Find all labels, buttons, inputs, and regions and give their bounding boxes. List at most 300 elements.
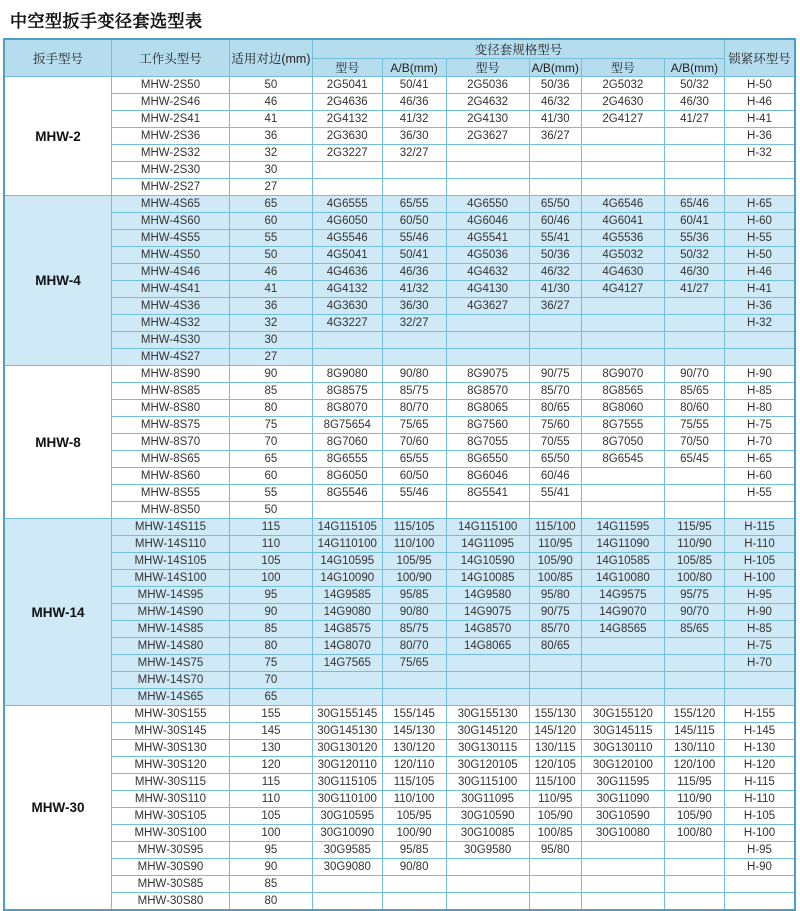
sleeve-ab-cell: 36/30 [382, 298, 446, 315]
table-header [4, 39, 795, 77]
lock-ring-cell: H-100 [725, 825, 795, 842]
table-row [4, 570, 795, 587]
flats-cell: 30 [229, 332, 312, 349]
sleeve-model-cell [581, 179, 664, 196]
sleeve-ab-cell: 80/60 [664, 400, 724, 417]
sleeve-ab-cell: 46/30 [664, 94, 724, 111]
lock-ring-cell: H-95 [725, 587, 795, 604]
sleeve-model-cell: 2G5036 [446, 77, 529, 94]
sleeve-model-cell: 14G11595 [581, 519, 664, 536]
head-model-cell: MHW-2S50 [112, 77, 230, 94]
sleeve-model-cell: 2G4132 [312, 111, 382, 128]
head-model-cell: MHW-14S95 [112, 587, 230, 604]
head-model-cell: MHW-14S90 [112, 604, 230, 621]
table-row [4, 774, 795, 791]
sleeve-ab-cell: 130/110 [664, 740, 724, 757]
sleeve-model-cell [581, 638, 664, 655]
head-model-cell: MHW-8S80 [112, 400, 230, 417]
sleeve-model-cell: 14G8570 [446, 621, 529, 638]
head-model-cell: MHW-30S145 [112, 723, 230, 740]
sleeve-model-cell: 4G4630 [581, 264, 664, 281]
sleeve-model-cell [312, 689, 382, 706]
group-cell: MHW-30 [4, 706, 112, 911]
sleeve-model-cell: 4G3227 [312, 315, 382, 332]
sleeve-ab-cell: 90/70 [664, 604, 724, 621]
lock-ring-cell [725, 349, 795, 366]
flats-cell: 85 [229, 876, 312, 893]
table-row [4, 859, 795, 876]
sleeve-ab-cell: 105/90 [529, 808, 581, 825]
sleeve-model-cell [581, 502, 664, 519]
sleeve-ab-cell: 32/27 [382, 145, 446, 162]
sleeve-model-cell: 2G4632 [446, 94, 529, 111]
lock-ring-cell: H-100 [725, 570, 795, 587]
sleeve-ab-cell [382, 502, 446, 519]
sleeve-model-cell: 8G8060 [581, 400, 664, 417]
table-row [4, 842, 795, 859]
sleeve-model-cell [446, 349, 529, 366]
table-row [4, 587, 795, 604]
sleeve-model-cell: 2G3227 [312, 145, 382, 162]
sleeve-ab-cell [382, 672, 446, 689]
sleeve-model-cell [312, 349, 382, 366]
lock-ring-cell: H-80 [725, 400, 795, 417]
sleeve-model-cell [581, 128, 664, 145]
sleeve-model-cell: 30G11090 [581, 791, 664, 808]
flats-cell: 85 [229, 621, 312, 638]
sleeve-ab-cell: 120/100 [664, 757, 724, 774]
sleeve-model-cell [446, 859, 529, 876]
sleeve-ab-cell [664, 162, 724, 179]
flats-cell: 65 [229, 689, 312, 706]
head-model-cell: MHW-14S80 [112, 638, 230, 655]
head-model-cell: MHW-4S60 [112, 213, 230, 230]
sleeve-model-cell: 30G9080 [312, 859, 382, 876]
table-row [4, 349, 795, 366]
head-model-cell: MHW-14S65 [112, 689, 230, 706]
sleeve-ab-cell: 75/55 [664, 417, 724, 434]
table-row [4, 128, 795, 145]
sleeve-ab-cell: 110/100 [382, 536, 446, 553]
sleeve-model-cell [581, 842, 664, 859]
flats-cell: 60 [229, 468, 312, 485]
col-header-lock-ring: 锁紧环型号 [725, 39, 795, 77]
sleeve-ab-cell [529, 332, 581, 349]
head-model-cell: MHW-8S75 [112, 417, 230, 434]
lock-ring-cell: H-75 [725, 638, 795, 655]
sleeve-ab-cell: 100/90 [382, 570, 446, 587]
sleeve-ab-cell: 105/95 [382, 808, 446, 825]
sleeve-ab-cell: 50/32 [664, 247, 724, 264]
head-model-cell: MHW-30S155 [112, 706, 230, 723]
sleeve-model-cell: 4G6555 [312, 196, 382, 213]
col-header-head-model: 工作头型号 [112, 39, 230, 77]
sleeve-model-cell [581, 332, 664, 349]
sleeve-ab-cell: 110/90 [664, 536, 724, 553]
lock-ring-cell: H-55 [725, 230, 795, 247]
sleeve-model-cell [581, 876, 664, 893]
sleeve-model-cell: 14G9580 [446, 587, 529, 604]
table-row [4, 417, 795, 434]
sleeve-ab-cell [382, 893, 446, 911]
table-row [4, 485, 795, 502]
sleeve-model-cell: 8G8565 [581, 383, 664, 400]
sleeve-ab-cell: 90/80 [382, 366, 446, 383]
lock-ring-cell: H-115 [725, 519, 795, 536]
lock-ring-cell [725, 876, 795, 893]
flats-cell: 70 [229, 434, 312, 451]
sleeve-ab-cell: 145/120 [529, 723, 581, 740]
head-model-cell: MHW-30S80 [112, 893, 230, 911]
head-model-cell: MHW-30S115 [112, 774, 230, 791]
table-row [4, 706, 795, 723]
sleeve-ab-cell: 41/27 [664, 281, 724, 298]
head-model-cell: MHW-14S100 [112, 570, 230, 587]
sleeve-model-cell: 14G10085 [446, 570, 529, 587]
head-model-cell: MHW-4S30 [112, 332, 230, 349]
flats-cell: 130 [229, 740, 312, 757]
sleeve-model-cell: 8G9075 [446, 366, 529, 383]
sleeve-model-cell: 8G7060 [312, 434, 382, 451]
col-header-sleeve-model-1: 型号 [312, 59, 382, 77]
sleeve-model-cell: 4G6550 [446, 196, 529, 213]
head-model-cell: MHW-30S90 [112, 859, 230, 876]
head-model-cell: MHW-30S130 [112, 740, 230, 757]
table-row [4, 179, 795, 196]
sleeve-ab-cell: 65/46 [664, 196, 724, 213]
group-cell: MHW-14 [4, 519, 112, 706]
sleeve-model-cell: 8G6550 [446, 451, 529, 468]
table-row [4, 434, 795, 451]
flats-cell: 75 [229, 417, 312, 434]
lock-ring-cell: H-50 [725, 77, 795, 94]
sleeve-ab-cell [664, 655, 724, 672]
sleeve-model-cell: 4G4127 [581, 281, 664, 298]
head-model-cell: MHW-2S32 [112, 145, 230, 162]
lock-ring-cell [725, 672, 795, 689]
sleeve-ab-cell: 105/85 [664, 553, 724, 570]
sleeve-ab-cell: 80/70 [382, 400, 446, 417]
sleeve-ab-cell [664, 349, 724, 366]
sleeve-model-cell [446, 145, 529, 162]
sleeve-ab-cell: 100/90 [382, 825, 446, 842]
flats-cell: 80 [229, 638, 312, 655]
sleeve-model-cell: 4G3627 [446, 298, 529, 315]
sleeve-ab-cell [382, 179, 446, 196]
sleeve-model-cell: 30G120100 [581, 757, 664, 774]
head-model-cell: MHW-14S70 [112, 672, 230, 689]
lock-ring-cell [725, 162, 795, 179]
sleeve-model-cell: 30G155120 [581, 706, 664, 723]
sleeve-ab-cell: 115/100 [529, 519, 581, 536]
sleeve-ab-cell [529, 672, 581, 689]
flats-cell: 46 [229, 94, 312, 111]
sleeve-model-cell: 4G4132 [312, 281, 382, 298]
lock-ring-cell: H-75 [725, 417, 795, 434]
sleeve-ab-cell: 50/32 [664, 77, 724, 94]
lock-ring-cell [725, 332, 795, 349]
sleeve-model-cell: 8G75654 [312, 417, 382, 434]
flats-cell: 95 [229, 587, 312, 604]
head-model-cell: MHW-8S85 [112, 383, 230, 400]
lock-ring-cell: H-32 [725, 145, 795, 162]
sleeve-ab-cell: 46/32 [529, 94, 581, 111]
sleeve-ab-cell [664, 332, 724, 349]
sleeve-ab-cell: 65/55 [382, 451, 446, 468]
sleeve-model-cell: 30G145115 [581, 723, 664, 740]
lock-ring-cell [725, 689, 795, 706]
lock-ring-cell: H-50 [725, 247, 795, 264]
sleeve-ab-cell: 85/65 [664, 621, 724, 638]
sleeve-model-cell: 2G4127 [581, 111, 664, 128]
sleeve-model-cell [312, 893, 382, 911]
sleeve-ab-cell: 75/65 [382, 417, 446, 434]
page-title: 中空型扳手变径套选型表 [10, 12, 203, 31]
sleeve-ab-cell: 95/75 [664, 587, 724, 604]
head-model-cell: MHW-4S46 [112, 264, 230, 281]
table-row [4, 94, 795, 111]
sleeve-model-cell: 8G5546 [312, 485, 382, 502]
table-row [4, 519, 795, 536]
lock-ring-cell: H-32 [725, 315, 795, 332]
sleeve-ab-cell: 100/85 [529, 825, 581, 842]
sleeve-model-cell: 30G10590 [446, 808, 529, 825]
sleeve-ab-cell: 80/65 [529, 638, 581, 655]
sleeve-ab-cell: 155/120 [664, 706, 724, 723]
head-model-cell: MHW-8S55 [112, 485, 230, 502]
sleeve-ab-cell: 95/85 [382, 587, 446, 604]
sleeve-model-cell: 4G3630 [312, 298, 382, 315]
table-row [4, 825, 795, 842]
sleeve-ab-cell: 50/36 [529, 77, 581, 94]
sleeve-model-cell [581, 349, 664, 366]
flats-cell: 80 [229, 893, 312, 911]
sleeve-model-cell: 8G7560 [446, 417, 529, 434]
lock-ring-cell: H-105 [725, 808, 795, 825]
sleeve-model-cell: 14G110100 [312, 536, 382, 553]
sleeve-ab-cell: 115/105 [382, 774, 446, 791]
table-row [4, 791, 795, 808]
head-model-cell: MHW-8S90 [112, 366, 230, 383]
sleeve-model-cell: 14G8565 [581, 621, 664, 638]
sleeve-model-cell: 2G5041 [312, 77, 382, 94]
sleeve-ab-cell: 75/60 [529, 417, 581, 434]
sleeve-ab-cell [529, 162, 581, 179]
flats-cell: 120 [229, 757, 312, 774]
head-model-cell: MHW-2S41 [112, 111, 230, 128]
sleeve-ab-cell: 85/75 [382, 383, 446, 400]
group-cell: MHW-2 [4, 77, 112, 196]
sleeve-model-cell: 4G5036 [446, 247, 529, 264]
sleeve-ab-cell: 70/55 [529, 434, 581, 451]
flats-cell: 55 [229, 485, 312, 502]
sleeve-ab-cell [664, 315, 724, 332]
flats-cell: 50 [229, 502, 312, 519]
sleeve-ab-cell: 95/85 [382, 842, 446, 859]
sleeve-model-cell: 30G10080 [581, 825, 664, 842]
sleeve-ab-cell [664, 298, 724, 315]
flats-cell: 100 [229, 825, 312, 842]
sleeve-ab-cell: 105/90 [529, 553, 581, 570]
sleeve-ab-cell: 75/65 [382, 655, 446, 672]
sleeve-ab-cell: 41/30 [529, 111, 581, 128]
sleeve-model-cell [446, 655, 529, 672]
sleeve-ab-cell [529, 689, 581, 706]
table-row [4, 213, 795, 230]
col-header-sleeve-model-3: 型号 [581, 59, 664, 77]
lock-ring-cell: H-46 [725, 94, 795, 111]
lock-ring-cell: H-90 [725, 604, 795, 621]
table-row [4, 281, 795, 298]
col-header-sleeve-ab-3: A/B(mm) [664, 59, 724, 77]
head-model-cell: MHW-4S27 [112, 349, 230, 366]
sleeve-ab-cell: 65/45 [664, 451, 724, 468]
sleeve-model-cell [581, 689, 664, 706]
sleeve-ab-cell [664, 485, 724, 502]
lock-ring-cell: H-60 [725, 468, 795, 485]
sleeve-ab-cell: 36/27 [529, 128, 581, 145]
flats-cell: 50 [229, 247, 312, 264]
sleeve-ab-cell: 145/115 [664, 723, 724, 740]
flats-cell: 65 [229, 451, 312, 468]
lock-ring-cell: H-55 [725, 485, 795, 502]
sleeve-ab-cell [664, 842, 724, 859]
table-row [4, 196, 795, 213]
flats-cell: 75 [229, 655, 312, 672]
sleeve-ab-cell: 80/65 [529, 400, 581, 417]
sleeve-ab-cell: 115/95 [664, 519, 724, 536]
sleeve-ab-cell: 115/100 [529, 774, 581, 791]
sleeve-model-cell: 14G10585 [581, 553, 664, 570]
sleeve-model-cell [446, 315, 529, 332]
sleeve-ab-cell [529, 655, 581, 672]
sleeve-ab-cell: 55/46 [382, 485, 446, 502]
table-row [4, 757, 795, 774]
table-row [4, 553, 795, 570]
flats-cell: 90 [229, 366, 312, 383]
sleeve-ab-cell: 46/36 [382, 94, 446, 111]
sleeve-model-cell: 2G4636 [312, 94, 382, 111]
sleeve-model-cell: 14G7565 [312, 655, 382, 672]
sleeve-model-cell [312, 332, 382, 349]
sleeve-model-cell: 30G130115 [446, 740, 529, 757]
sleeve-model-cell [446, 689, 529, 706]
sleeve-model-cell: 14G8575 [312, 621, 382, 638]
sleeve-model-cell: 14G9075 [446, 604, 529, 621]
sleeve-ab-cell: 41/30 [529, 281, 581, 298]
sleeve-ab-cell [664, 893, 724, 911]
sleeve-ab-cell: 115/95 [664, 774, 724, 791]
sleeve-model-cell: 14G11090 [581, 536, 664, 553]
sleeve-model-cell: 8G6046 [446, 468, 529, 485]
flats-cell: 27 [229, 179, 312, 196]
sleeve-model-cell: 8G6050 [312, 468, 382, 485]
sleeve-ab-cell: 105/95 [382, 553, 446, 570]
head-model-cell: MHW-14S115 [112, 519, 230, 536]
sleeve-model-cell: 4G4130 [446, 281, 529, 298]
sleeve-ab-cell: 90/80 [382, 604, 446, 621]
lock-ring-cell: H-120 [725, 757, 795, 774]
sleeve-ab-cell: 100/85 [529, 570, 581, 587]
sleeve-model-cell [446, 179, 529, 196]
sleeve-model-cell: 30G10085 [446, 825, 529, 842]
head-model-cell: MHW-2S27 [112, 179, 230, 196]
sleeve-ab-cell: 155/145 [382, 706, 446, 723]
sleeve-model-cell: 8G8575 [312, 383, 382, 400]
sleeve-ab-cell: 65/50 [529, 451, 581, 468]
sleeve-model-cell: 2G4630 [581, 94, 664, 111]
table-row [4, 468, 795, 485]
sleeve-ab-cell [529, 179, 581, 196]
head-model-cell: MHW-2S36 [112, 128, 230, 145]
sleeve-ab-cell: 41/27 [664, 111, 724, 128]
sleeve-ab-cell: 100/80 [664, 825, 724, 842]
sleeve-model-cell: 4G6041 [581, 213, 664, 230]
head-model-cell: MHW-30S110 [112, 791, 230, 808]
sleeve-ab-cell: 60/50 [382, 213, 446, 230]
sleeve-ab-cell: 145/130 [382, 723, 446, 740]
flats-cell: 27 [229, 349, 312, 366]
sleeve-model-cell: 14G10590 [446, 553, 529, 570]
flats-cell: 115 [229, 774, 312, 791]
sleeve-model-cell [312, 672, 382, 689]
sleeve-model-cell [312, 502, 382, 519]
col-header-sleeve-ab-1: A/B(mm) [382, 59, 446, 77]
sleeve-model-cell: 8G8570 [446, 383, 529, 400]
flats-cell: 46 [229, 264, 312, 281]
sleeve-ab-cell: 60/46 [529, 468, 581, 485]
flats-cell: 41 [229, 111, 312, 128]
sleeve-ab-cell: 110/95 [529, 791, 581, 808]
sleeve-model-cell [312, 179, 382, 196]
table-row [4, 672, 795, 689]
sleeve-ab-cell [382, 689, 446, 706]
sleeve-ab-cell [664, 128, 724, 145]
sleeve-model-cell: 8G9080 [312, 366, 382, 383]
sleeve-ab-cell: 130/115 [529, 740, 581, 757]
lock-ring-cell: H-110 [725, 536, 795, 553]
sleeve-model-cell: 30G120110 [312, 757, 382, 774]
sleeve-model-cell: 14G115100 [446, 519, 529, 536]
sleeve-ab-cell: 46/32 [529, 264, 581, 281]
sleeve-model-cell [312, 162, 382, 179]
sleeve-ab-cell: 90/80 [382, 859, 446, 876]
sleeve-ab-cell [664, 859, 724, 876]
sleeve-ab-cell [529, 859, 581, 876]
table-row [4, 876, 795, 893]
head-model-cell: MHW-30S95 [112, 842, 230, 859]
lock-ring-cell: H-90 [725, 366, 795, 383]
sleeve-ab-cell [664, 638, 724, 655]
lock-ring-cell: H-110 [725, 791, 795, 808]
sleeve-model-cell: 14G9080 [312, 604, 382, 621]
sleeve-ab-cell: 115/105 [382, 519, 446, 536]
table-row [4, 451, 795, 468]
sleeve-ab-cell [529, 145, 581, 162]
sleeve-ab-cell [529, 502, 581, 519]
sleeve-model-cell: 14G9585 [312, 587, 382, 604]
head-model-cell: MHW-8S65 [112, 451, 230, 468]
lock-ring-cell [725, 502, 795, 519]
sleeve-ab-cell: 130/120 [382, 740, 446, 757]
table-row [4, 366, 795, 383]
sleeve-ab-cell: 80/70 [382, 638, 446, 655]
flats-cell: 36 [229, 128, 312, 145]
sleeve-model-cell: 14G8070 [312, 638, 382, 655]
sleeve-model-cell [581, 162, 664, 179]
head-model-cell: MHW-30S105 [112, 808, 230, 825]
sleeve-model-cell: 4G6050 [312, 213, 382, 230]
